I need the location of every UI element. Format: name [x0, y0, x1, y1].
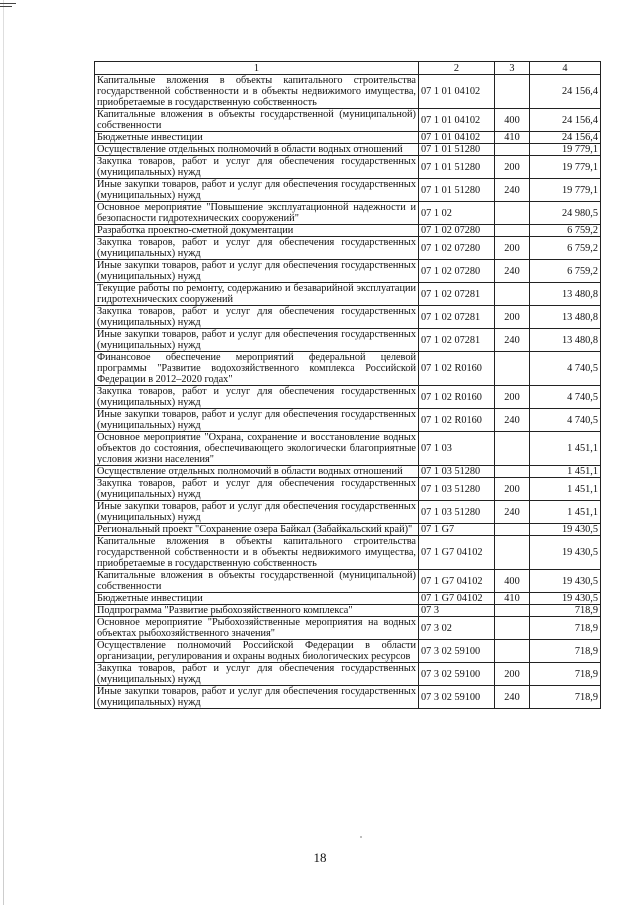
- table-row: [95, 329, 601, 352]
- table-row: [95, 352, 601, 386]
- table-row: [95, 386, 601, 409]
- cell-code: 07 1 G7 04102: [419, 570, 495, 593]
- table-row: [95, 640, 601, 663]
- cell-name: Осуществление отдельных полномочий в области водных отношений: [95, 466, 419, 478]
- cell-vr: 200: [495, 156, 530, 179]
- cell-amount: 24 980,5: [530, 202, 601, 225]
- table-row: [95, 260, 601, 283]
- cell-code: 07 3 02: [419, 617, 495, 640]
- cell-name: Капитальные вложения в объекты капитального строительства государственной собственности и в объекты недвижимого имущества, приобретаемые в государственную собственность: [95, 75, 419, 109]
- table-row: [95, 144, 601, 156]
- cell-name: Капитальные вложения в объекты капитального строительства государственной собственности и в объекты недвижимого имущества, приобретаемые в государственную собственность: [95, 536, 419, 570]
- table-row: [95, 109, 601, 132]
- cell-amount: 13 480,8: [530, 329, 601, 352]
- table-row: [95, 283, 601, 306]
- cell-name: Капитальные вложения в объекты государственной (муниципальной) собственности: [95, 109, 419, 132]
- cell-code: 07 1 03 51280: [419, 478, 495, 501]
- cell-name: Текущие работы по ремонту, содержанию и безаварийной эксплуатации гидротехнических сооружений: [95, 283, 419, 306]
- cell-vr: [495, 432, 530, 466]
- cell-name: Осуществление отдельных полномочий в области водных отношений: [95, 144, 419, 156]
- cell-code: 07 1 G7 04102: [419, 536, 495, 570]
- cell-name: Капитальные вложения в объекты государственной (муниципальной) собственности: [95, 570, 419, 593]
- cell-name: Иные закупки товаров, работ и услуг для обеспечения государственных (муниципальных) нужд: [95, 329, 419, 352]
- cell-code: 07 1 02 07280: [419, 225, 495, 237]
- table-row: [95, 225, 601, 237]
- cell-vr: [495, 144, 530, 156]
- budget-table: [94, 61, 601, 709]
- cell-amount: 718,9: [530, 663, 601, 686]
- table-row: [95, 570, 601, 593]
- cell-vr: 410: [495, 132, 530, 144]
- table-row: [95, 605, 601, 617]
- cell-vr: [495, 225, 530, 237]
- cell-vr: 400: [495, 109, 530, 132]
- cell-vr: [495, 605, 530, 617]
- cell-code: 07 1 01 51280: [419, 144, 495, 156]
- cell-name: Закупка товаров, работ и услуг для обеспечения государственных (муниципальных) нужд: [95, 306, 419, 329]
- cell-amount: 718,9: [530, 605, 601, 617]
- cell-name: Бюджетные инвестиции: [95, 132, 419, 144]
- cell-amount: 19 779,1: [530, 179, 601, 202]
- cell-amount: 24 156,4: [530, 132, 601, 144]
- table-row: [95, 156, 601, 179]
- cell-vr: [495, 466, 530, 478]
- cell-vr: [495, 536, 530, 570]
- header-col-3: 3: [495, 62, 530, 75]
- cell-code: 07 1 02 07280: [419, 260, 495, 283]
- cell-name: Финансовое обеспечение мероприятий федеральной целевой программы "Развитие водохозяйственного комплекса Российской Федерации в 2012–2020 годах": [95, 352, 419, 386]
- cell-amount: 718,9: [530, 640, 601, 663]
- cell-vr: 240: [495, 686, 530, 709]
- cell-vr: [495, 524, 530, 536]
- table-row: [95, 466, 601, 478]
- cell-amount: 19 779,1: [530, 156, 601, 179]
- page-number: 18: [313, 850, 327, 865]
- cell-vr: 240: [495, 501, 530, 524]
- scan-speck: [360, 836, 362, 838]
- cell-amount: 6 759,2: [530, 237, 601, 260]
- cell-name: Закупка товаров, работ и услуг для обеспечения государственных (муниципальных) нужд: [95, 663, 419, 686]
- cell-amount: 4 740,5: [530, 352, 601, 386]
- cell-code: 07 1 03 51280: [419, 466, 495, 478]
- cell-amount: 24 156,4: [530, 75, 601, 109]
- cell-amount: 1 451,1: [530, 501, 601, 524]
- cell-name: Бюджетные инвестиции: [95, 593, 419, 605]
- cell-code: 07 3 02 59100: [419, 663, 495, 686]
- cell-name: Основное мероприятие "Охрана, сохранение и восстановление водных объектов до состояния, обеспечивающего экологически благоприятные условия жизни населения": [95, 432, 419, 466]
- cell-name: Иные закупки товаров, работ и услуг для обеспечения государственных (муниципальных) нужд: [95, 260, 419, 283]
- table-row: [95, 663, 601, 686]
- cell-vr: 240: [495, 260, 530, 283]
- table-row: [95, 132, 601, 144]
- table-row: [95, 686, 601, 709]
- cell-name: Иные закупки товаров, работ и услуг для обеспечения государственных (муниципальных) нужд: [95, 409, 419, 432]
- cell-name: Подпрограмма "Развитие рыбохозяйственного комплекса": [95, 605, 419, 617]
- cell-vr: [495, 75, 530, 109]
- budget-table-body: [95, 62, 601, 709]
- cell-vr: [495, 202, 530, 225]
- cell-name: Иные закупки товаров, работ и услуг для обеспечения государственных (муниципальных) нужд: [95, 179, 419, 202]
- cell-code: 07 1 02 07281: [419, 306, 495, 329]
- cell-code: 07 1 01 51280: [419, 179, 495, 202]
- cell-code: 07 3 02 59100: [419, 640, 495, 663]
- header-col-4: 4: [530, 62, 601, 75]
- cell-amount: 19 430,5: [530, 524, 601, 536]
- cell-amount: 1 451,1: [530, 432, 601, 466]
- cell-name: Иные закупки товаров, работ и услуг для обеспечения государственных (муниципальных) нужд: [95, 686, 419, 709]
- cell-vr: [495, 640, 530, 663]
- table-row: [95, 409, 601, 432]
- cell-code: 07 1 02: [419, 202, 495, 225]
- cell-vr: [495, 283, 530, 306]
- cell-code: 07 1 02 07281: [419, 283, 495, 306]
- table-row: [95, 501, 601, 524]
- cell-amount: 1 451,1: [530, 478, 601, 501]
- cell-vr: 200: [495, 386, 530, 409]
- cell-code: 07 1 01 04102: [419, 109, 495, 132]
- cell-name: Закупка товаров, работ и услуг для обеспечения государственных (муниципальных) нужд: [95, 386, 419, 409]
- cell-amount: 19 430,5: [530, 593, 601, 605]
- cell-vr: 200: [495, 306, 530, 329]
- scan-corner-mark: [0, 0, 40, 20]
- table-header-row: [95, 62, 601, 75]
- table-row: [95, 202, 601, 225]
- cell-amount: 19 430,5: [530, 536, 601, 570]
- table-row: [95, 237, 601, 260]
- scan-edge: [3, 0, 4, 905]
- cell-amount: 1 451,1: [530, 466, 601, 478]
- cell-vr: 240: [495, 329, 530, 352]
- cell-code: 07 1 03: [419, 432, 495, 466]
- table-row: [95, 306, 601, 329]
- cell-name: Закупка товаров, работ и услуг для обеспечения государственных (муниципальных) нужд: [95, 478, 419, 501]
- cell-amount: 4 740,5: [530, 409, 601, 432]
- cell-name: Закупка товаров, работ и услуг для обеспечения государственных (муниципальных) нужд: [95, 237, 419, 260]
- cell-vr: [495, 617, 530, 640]
- table-row: [95, 617, 601, 640]
- header-col-1: 1: [95, 62, 419, 75]
- cell-code: 07 1 01 51280: [419, 156, 495, 179]
- cell-amount: 718,9: [530, 617, 601, 640]
- cell-amount: 13 480,8: [530, 283, 601, 306]
- table-row: [95, 179, 601, 202]
- cell-code: 07 1 03 51280: [419, 501, 495, 524]
- cell-amount: 4 740,5: [530, 386, 601, 409]
- cell-vr: [495, 352, 530, 386]
- cell-amount: 718,9: [530, 686, 601, 709]
- cell-name: Региональный проект "Сохранение озера Байкал (Забайкальский край)": [95, 524, 419, 536]
- cell-vr: 240: [495, 409, 530, 432]
- table-row: [95, 75, 601, 109]
- cell-amount: 13 480,8: [530, 306, 601, 329]
- cell-code: 07 3: [419, 605, 495, 617]
- cell-code: 07 1 01 04102: [419, 132, 495, 144]
- cell-code: 07 1 02 R0160: [419, 386, 495, 409]
- table-row: [95, 536, 601, 570]
- cell-vr: 400: [495, 570, 530, 593]
- cell-amount: 19 430,5: [530, 570, 601, 593]
- cell-code: 07 1 G7 04102: [419, 593, 495, 605]
- cell-amount: 19 779,1: [530, 144, 601, 156]
- cell-code: 07 1 02 R0160: [419, 352, 495, 386]
- cell-amount: 6 759,2: [530, 225, 601, 237]
- cell-vr: 410: [495, 593, 530, 605]
- cell-vr: 240: [495, 179, 530, 202]
- table-row: [95, 524, 601, 536]
- cell-amount: 24 156,4: [530, 109, 601, 132]
- table-row: [95, 593, 601, 605]
- table-row: [95, 432, 601, 466]
- cell-name: Разработка проектно-сметной документации: [95, 225, 419, 237]
- cell-code: 07 1 01 04102: [419, 75, 495, 109]
- table-row: [95, 478, 601, 501]
- header-col-2: 2: [419, 62, 495, 75]
- cell-name: Иные закупки товаров, работ и услуг для обеспечения государственных (муниципальных) нужд: [95, 501, 419, 524]
- cell-name: Осуществление полномочий Российской Федерации в области организации, регулирования и охраны водных биологических ресурсов: [95, 640, 419, 663]
- cell-code: 07 1 G7: [419, 524, 495, 536]
- cell-name: Закупка товаров, работ и услуг для обеспечения государственных (муниципальных) нужд: [95, 156, 419, 179]
- cell-code: 07 1 02 07281: [419, 329, 495, 352]
- cell-code: 07 1 02 07280: [419, 237, 495, 260]
- cell-vr: 200: [495, 663, 530, 686]
- cell-name: Основное мероприятие "Повышение эксплуатационной надежности и безопасности гидротехнических сооружений": [95, 202, 419, 225]
- cell-vr: 200: [495, 478, 530, 501]
- cell-code: 07 3 02 59100: [419, 686, 495, 709]
- cell-code: 07 1 02 R0160: [419, 409, 495, 432]
- cell-amount: 6 759,2: [530, 260, 601, 283]
- cell-vr: 200: [495, 237, 530, 260]
- cell-name: Основное мероприятие "Рыбохозяйственные мероприятия на водных объектах рыбохозяйственного значения": [95, 617, 419, 640]
